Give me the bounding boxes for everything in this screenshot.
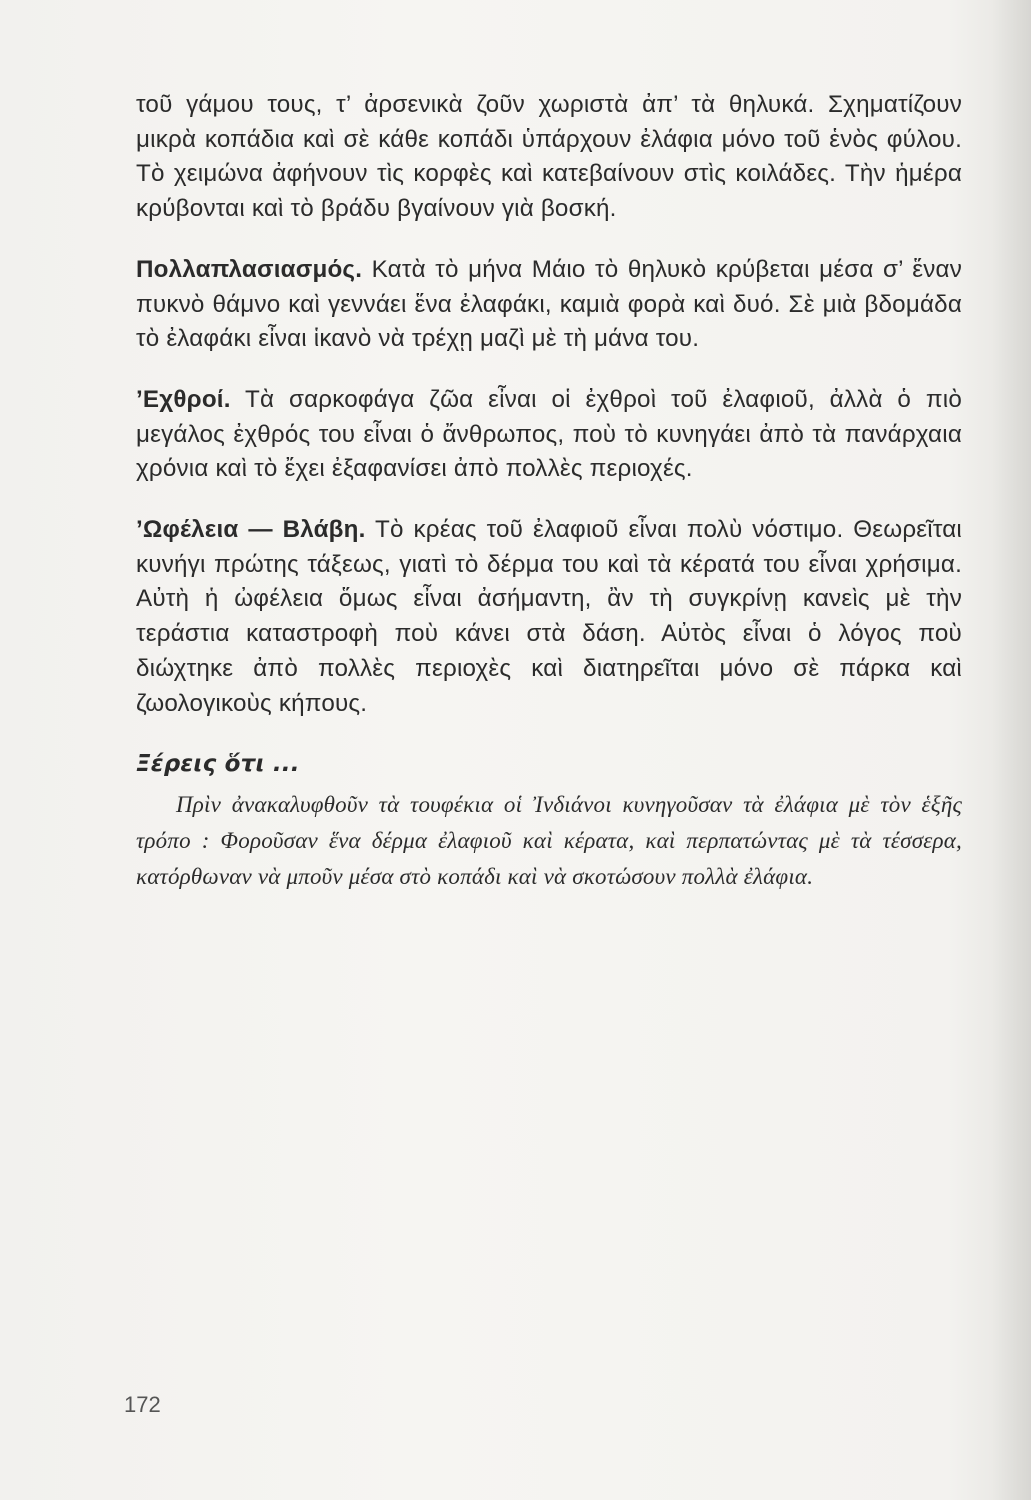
continuation-paragraph: τοῦ γάμου τους, τ’ ἀρσενικὰ ζοῦν χωριστὰ ἀπ’ τὰ θηλυκά. Σχηματίζουν μικρὰ κοπάδια καὶ σὲ κάθε κοπάδι ὑπάρχουν ἐλάφια μόνο τοῦ ἑνὸς φύλου. Τὸ χειμώνα ἀφήνουν τὶς κορφὲς καὶ κατεβαίνουν στὶς κοιλάδες. Τὴν ἡμέρα κρύβονται καὶ τὸ βράδυ βγαίνουν γιὰ βοσκή. bbox=[136, 91, 962, 223]
did-you-know-title: Ξέρεις ὅτι ... bbox=[136, 751, 300, 778]
section-heading: ’Ωφέλεια — Βλάβη. bbox=[136, 516, 366, 544]
section-text: Τὸ κρέας τοῦ ἐλαφιοῦ εἶναι πολὺ νόστιμο. Θεωρεῖται κυνήγι πρώτης τάξεως, γιατὶ τὸ δέρμα του καὶ τὰ κέρατά του εἶναι χρήσιμα. Αὐτὴ ἡ ὠφέλεια ὅμως εἶναι ἀσήμαντη, ἂν τὴ συγκρίνῃ κανεὶς μὲ τὴν τεράστια καταστροφὴ ποὺ κάνει στὰ δάση. Αὐτὸς εἶναι ὁ λόγος ποὺ διώχτηκε ἀπὸ πολλὲς περιοχὲς καὶ διατηρεῖται μόνο σὲ πάρκα καὶ ζωολογικοὺς κήπους. bbox=[136, 516, 963, 717]
did-you-know-box bbox=[136, 747, 962, 895]
section-heading: Πολλαπλασιασμός. bbox=[136, 255, 363, 283]
scan-shadow-edge bbox=[991, 0, 1031, 1500]
section-text: Τὰ σαρκοφάγα ζῶα εἶναι οἱ ἐχθροὶ τοῦ ἐλαφιοῦ, ἀλλὰ ὁ πιὸ μεγάλος ἐχθρός του εἶναι ὁ ἄνθρωπος, ποὺ τὸ κυνηγάει ἀπὸ τὰ πανάρχαια χρόνια καὶ τὸ ἔχει ἐξαφανίσει ἀπὸ πολλὲς περιοχές. bbox=[136, 385, 962, 483]
did-you-know-text: Πρὶν ἀνακαλυφθοῦν τὰ τουφέκια οἱ Ἰνδιάνοι κυνηγοῦσαν τὰ ἐλάφια μὲ τὸν ἑξῆς τρόπο : Φοροῦσαν ἕνα δέρμα ἐλαφιοῦ καὶ κέρατα, καὶ περπατώντας μὲ τὰ τέσσερα, κατόρθωναν νὰ μποῦν μέσα στὸ κοπάδι καὶ νὰ σκοτώσουν πολλὰ ἐλάφια. bbox=[136, 792, 962, 890]
section-text: Κατὰ τὸ μήνα Μάιο τὸ θηλυκὸ κρύβεται μέσα σ’ ἕναν πυκνὸ θάμνο καὶ γεννάει ἕνα ἐλαφάκι, καμιὰ φορὰ καὶ δυό. Σὲ μιὰ βδομάδα τὸ ἐλαφάκι εἶναι ἱκανὸ νὰ τρέχῃ μαζὶ μὲ τὴ μάνα του. bbox=[136, 255, 963, 353]
section-heading: ’Εχθροί. bbox=[136, 385, 231, 413]
section-benefit-harm bbox=[136, 513, 962, 721]
section-reproduction bbox=[136, 253, 962, 357]
page-number: 172 bbox=[124, 1392, 161, 1417]
body-text bbox=[136, 88, 962, 895]
section-enemies bbox=[136, 383, 962, 487]
